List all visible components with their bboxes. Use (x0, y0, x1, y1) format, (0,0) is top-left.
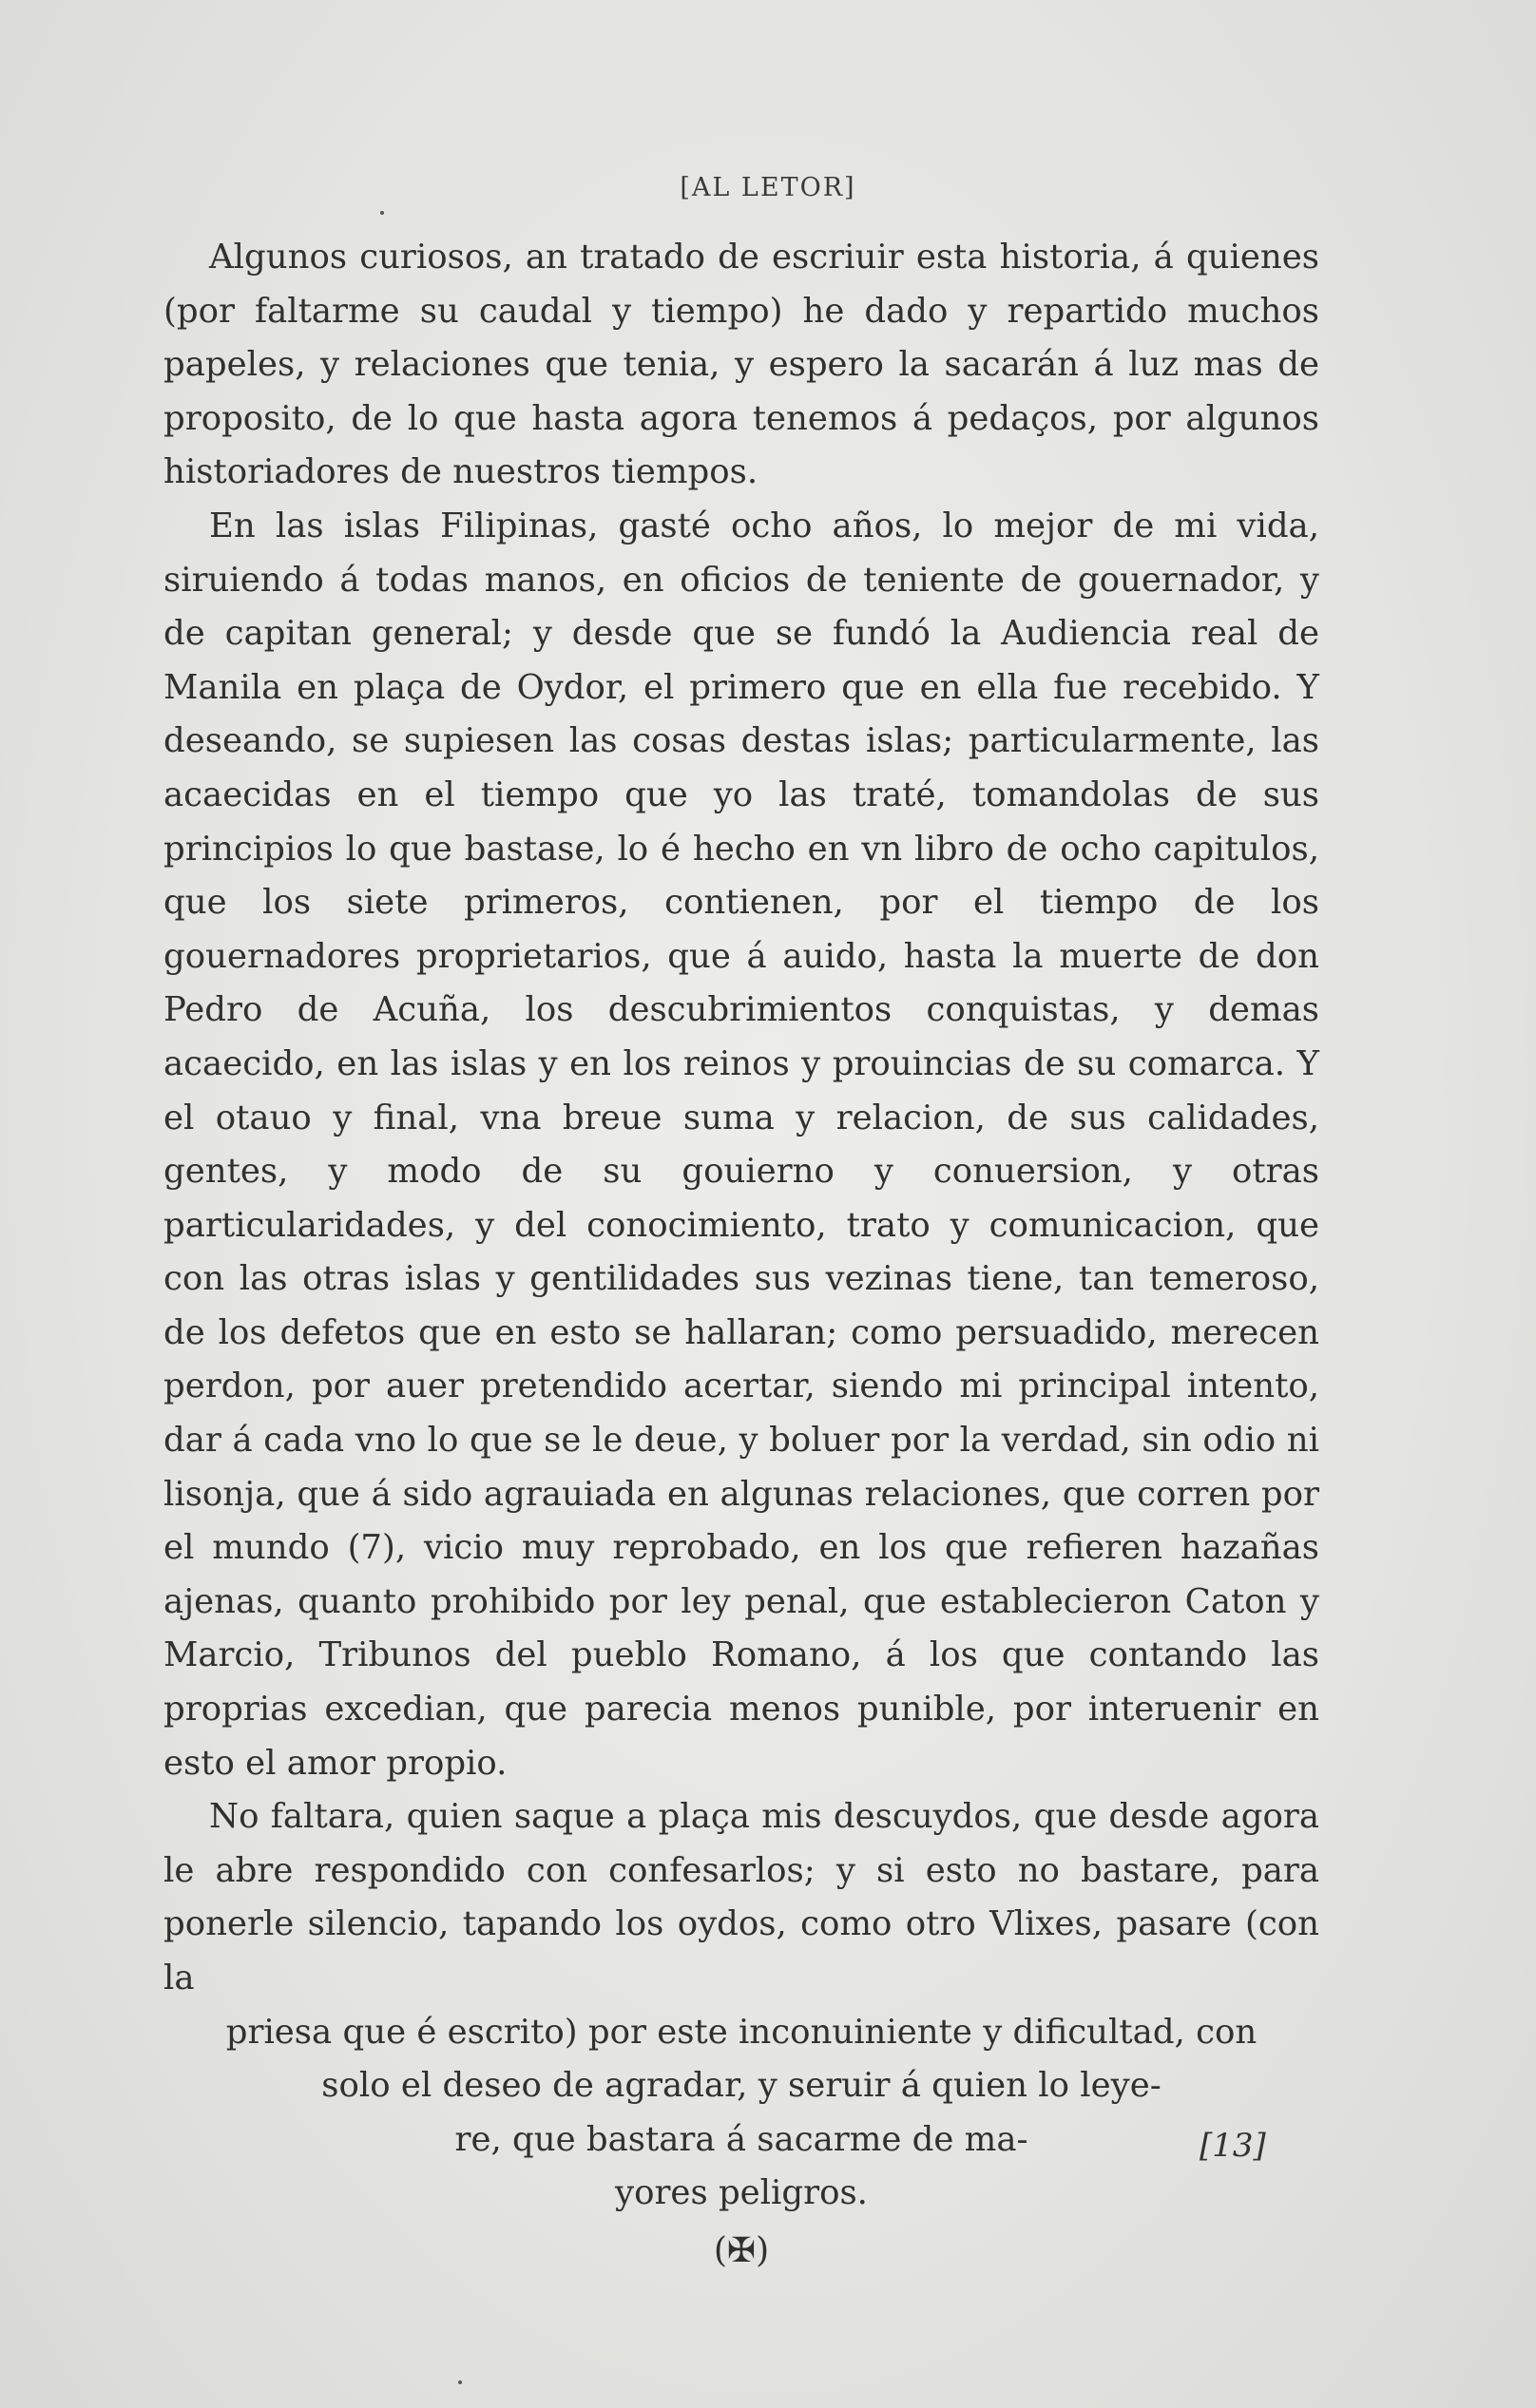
page-number: [13] (1200, 2127, 1266, 2165)
tapered-ending (163, 2006, 1319, 2221)
paper-speck (458, 2380, 462, 2384)
paragraph-1: Algunos curiosos, an tratado de escriuir esta historia, á quienes (por faltarme su caudal y tiempo) he dado y repartido muchos papeles, y relaciones que tenia, y espero la sacarán á luz mas de proposito, de lo que hasta agora tenemos á pedaços, por algunos historiadores de nuestros tiempos. (163, 238, 1319, 492)
paragraph-2: En las islas Filipinas, gasté ocho años, lo mejor de mi vida, siruiendo á todas manos, en oficios de teniente de gouernador, y de capitan general; y desde que se fundó la Audiencia real de Manila en plaça de Oydor, el primero que en ella fue recebido. Y deseando, se supiesen las cosas destas islas; particularmente, las acaecidas en el tiempo que yo las traté, tomandolas de sus principios lo que bastase, lo é hecho en vn libro de ocho capitulos, que los siete primeros, contienen, por el tiempo de los gouernadores proprietarios, que á auido, hasta la muerte de don Pedro de Acuña, los descubrimientos conquistas, y demas acaecido, en las islas y en los reinos y prouincias de su comarca. Y el otauo y final, vna breue suma y relacion, de sus calidades, gentes, y modo de su gouierno y conuersion, y otras particularidades, y del conocimiento, trato y comunicacion, que con las otras islas y gentilidades sus vezinas tiene, tan temeroso, de los defetos que en esto se hallaran; como persuadido, merecen perdon, por auer pretendido acertar, siendo mi principal intento, dar á cada vno lo que se le deue, y boluer por la verdad, sin odio ni lisonja, que á sido agrauiada en algunas relaciones, que corren por el mundo (7), vicio muy reprobado, en los que refieren hazañas ajenas, quanto prohibido por ley penal, que establecieron Caton y Marcio, Tribunos del pueblo Romano, á los que contando las proprias excedian, que parecia menos punible, por interuenir en esto el amor propio. (163, 506, 1319, 1783)
paper-speck (380, 211, 384, 215)
taper-line-2: solo el deseo de agradar, y seruir á quien lo leye- (321, 2066, 1162, 2106)
paragraph-3: No faltara, quien saque a plaça mis descuydos, que desde agora le abre respondido con confesarlos; y si esto no bastare, para ponerle silencio, tapando los oydos, como otro Vlixes, pasare (con la (163, 1797, 1319, 1997)
body-text (163, 231, 1319, 2279)
cross-ornament-icon: (✠) (713, 2230, 770, 2270)
taper-line-4: yores peligros. (615, 2173, 868, 2213)
taper-line-3: re, que bastara á sacarme de ma- (454, 2119, 1028, 2159)
running-header: [AL LETOR] (680, 173, 856, 202)
taper-line-1: priesa que é escrito) por este inconuiniente y dificultad, con (225, 2012, 1258, 2052)
